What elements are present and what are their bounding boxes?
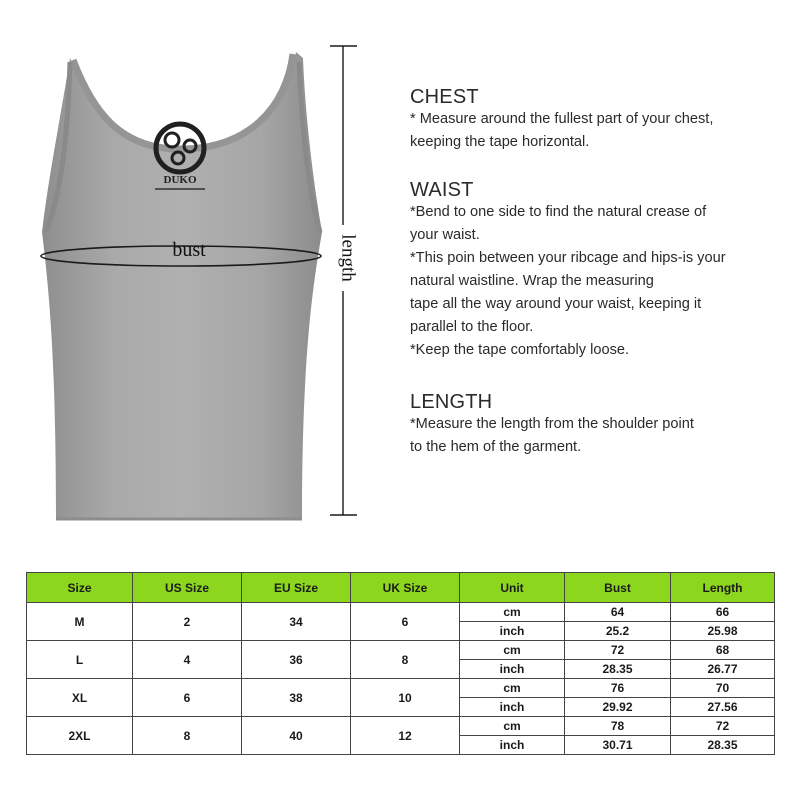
cell-unit: inch <box>460 698 565 717</box>
header-uk-size: UK Size <box>351 573 460 603</box>
length-title: LENGTH <box>410 391 493 413</box>
chest-title: CHEST <box>410 86 479 108</box>
cell-length: 27.56 <box>671 698 775 717</box>
waist-title: WAIST <box>410 179 474 201</box>
cell-length: 66 <box>671 603 775 622</box>
chest-line: keeping the tape horizontal. <box>410 134 590 150</box>
cell-size: M <box>27 603 133 641</box>
cell-bust: 72 <box>565 641 671 660</box>
table-row <box>27 641 775 660</box>
cell-length: 26.77 <box>671 660 775 679</box>
cell-bust: 78 <box>565 717 671 736</box>
cell-length: 70 <box>671 679 775 698</box>
cell-eu-size: 34 <box>242 603 351 641</box>
cell-us-size: 6 <box>133 679 242 717</box>
logo-text: DUKO <box>163 174 197 186</box>
bust-label: bust <box>172 239 206 261</box>
size-chart-table <box>26 572 775 755</box>
cell-bust: 25.2 <box>565 622 671 641</box>
cell-bust: 30.71 <box>565 736 671 755</box>
cell-bust: 29.92 <box>565 698 671 717</box>
table-row <box>27 717 775 736</box>
header-bust: Bust <box>565 573 671 603</box>
cell-unit: cm <box>460 679 565 698</box>
header-eu-size: EU Size <box>242 573 351 603</box>
cell-length: 68 <box>671 641 775 660</box>
cell-unit: cm <box>460 717 565 736</box>
length-label: length <box>337 234 359 282</box>
cell-us-size: 4 <box>133 641 242 679</box>
cell-size: L <box>27 641 133 679</box>
waist-line: parallel to the floor. <box>410 319 534 335</box>
table-header-row <box>27 573 775 603</box>
cell-uk-size: 10 <box>351 679 460 717</box>
tank-top-diagram <box>0 0 400 540</box>
cell-bust: 64 <box>565 603 671 622</box>
cell-us-size: 8 <box>133 717 242 755</box>
cell-uk-size: 8 <box>351 641 460 679</box>
cell-bust: 28.35 <box>565 660 671 679</box>
cell-size: XL <box>27 679 133 717</box>
length-line: to the hem of the garment. <box>410 439 582 455</box>
table-row <box>27 603 775 622</box>
waist-guide <box>410 179 780 362</box>
cell-unit: inch <box>460 660 565 679</box>
table-row <box>27 679 775 698</box>
cell-unit: inch <box>460 736 565 755</box>
cell-uk-size: 6 <box>351 603 460 641</box>
chest-guide <box>410 86 780 154</box>
cell-eu-size: 40 <box>242 717 351 755</box>
chest-line: * Measure around the fullest part of your chest, <box>410 111 714 127</box>
header-unit: Unit <box>460 573 565 603</box>
waist-line: natural waistline. Wrap the measuring <box>410 273 654 289</box>
cell-unit: cm <box>460 603 565 622</box>
header-size: Size <box>27 573 133 603</box>
cell-eu-size: 38 <box>242 679 351 717</box>
waist-line: your waist. <box>410 227 480 243</box>
cell-length: 25.98 <box>671 622 775 641</box>
cell-uk-size: 12 <box>351 717 460 755</box>
cell-bust: 76 <box>565 679 671 698</box>
header-length: Length <box>671 573 775 603</box>
length-guide <box>410 391 780 459</box>
waist-line: *Bend to one side to find the natural crease of <box>410 204 707 220</box>
header-us-size: US Size <box>133 573 242 603</box>
cell-length: 72 <box>671 717 775 736</box>
cell-us-size: 2 <box>133 603 242 641</box>
length-line: *Measure the length from the shoulder point <box>410 416 694 432</box>
waist-line: tape all the way around your waist, keeping it <box>410 296 702 312</box>
waist-line: *This poin between your ribcage and hips-is your <box>410 250 726 266</box>
cell-length: 28.35 <box>671 736 775 755</box>
cell-unit: inch <box>460 622 565 641</box>
cell-unit: cm <box>460 641 565 660</box>
cell-eu-size: 36 <box>242 641 351 679</box>
waist-line: *Keep the tape comfortably loose. <box>410 342 630 358</box>
cell-size: 2XL <box>27 717 133 755</box>
